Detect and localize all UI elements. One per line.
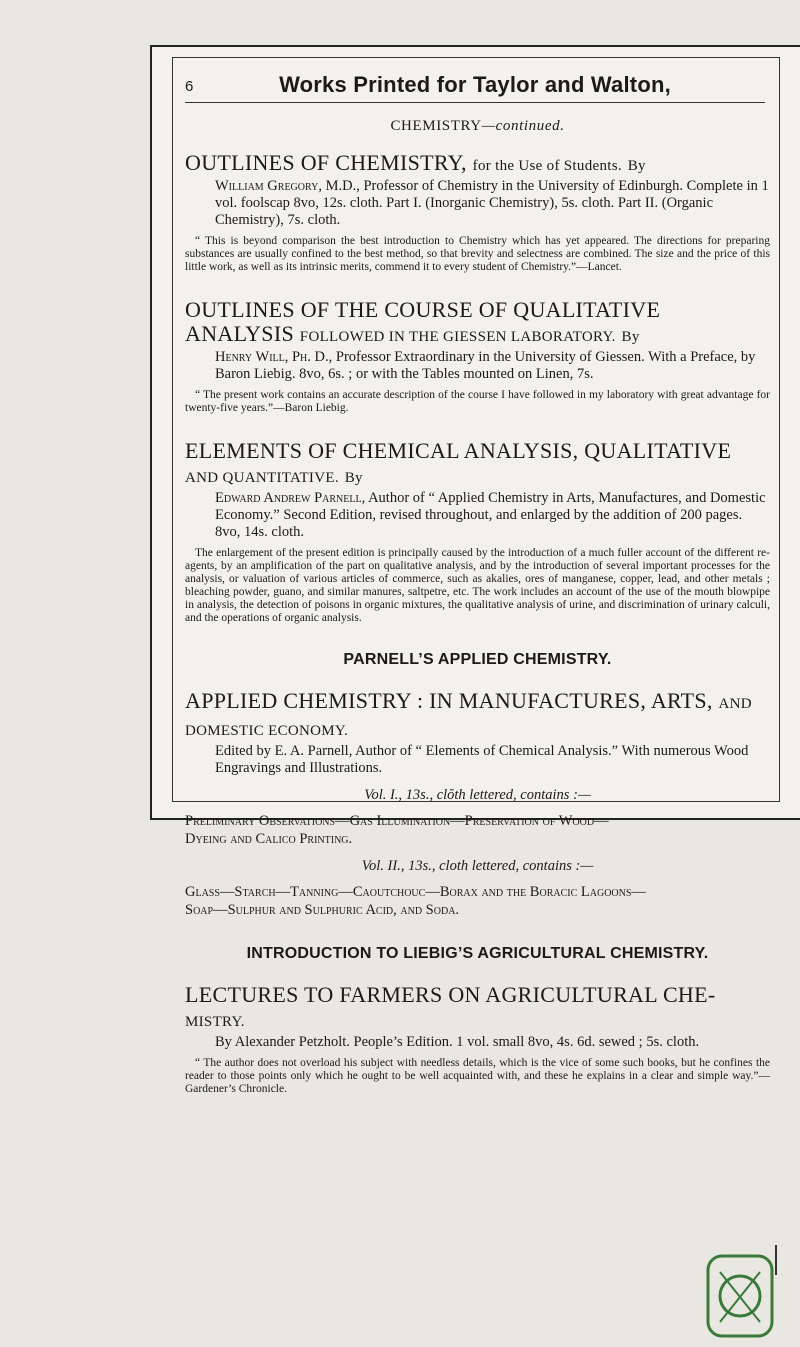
page-number: 6 bbox=[185, 78, 194, 95]
book-entry bbox=[185, 298, 770, 415]
running-head: Works Printed for Taylor and Walton, bbox=[279, 72, 671, 97]
book-title: APPLIED CHEMISTRY : IN MANUFACTURES, ARTS, AND DOMESTIC ECONOMY. bbox=[185, 688, 752, 739]
section-title bbox=[185, 118, 770, 135]
volume-label: Vol. I., 13s., clŏth lettered, contains :— bbox=[364, 787, 591, 803]
section-title-main: CHEMISTRY bbox=[390, 118, 482, 134]
book-description: Edward Andrew Parnell, Author of “ Applied Chemistry in Arts, Manufactures, and Domestic Economy.” Second Edition, revised throughout, and enlarged by the addition of 200 pages. 8vo, 14s. cloth. bbox=[215, 490, 766, 540]
volume-contents: Preliminary Observations—Gas Illumination—Preservation of Wood— Dyeing and Calico Printing. bbox=[185, 813, 609, 847]
page-edge-left bbox=[150, 45, 152, 820]
book-entry bbox=[185, 151, 770, 274]
page-edge-top bbox=[150, 45, 800, 47]
section-title-suffix: —continued. bbox=[481, 118, 565, 134]
book-review: “ This is beyond comparison the best introduction to Chemistry which has yet appeared. The directions for preparing substances are usually confined to the best method, so that brevity and selectness are combined. The size and the price of this little work, as well as its intrinsic merits, commend it to every student of Chemistry.”—Lancet. bbox=[185, 235, 770, 273]
book-description: By Alexander Petzholt. People’s Edition. 1 vol. small 8vo, 4s. 6d. sewed ; 5s. cloth. bbox=[215, 1034, 700, 1050]
book-review: The enlargement of the present edition is principally caused by the introduction of a much fuller account of the different re-agents, by an amplification of the part on qualitative analysis, and by the introduction of several important processes for the analysis, or valuation of various articles of commerce, such as akalies, ores of manganese, copper, lead, and other metals ; bleaching powder, guano, and similar manures, saltpetre, etc. The work includes an account of the use of the mouth blowpipe in analysis, the detection of poisons in organic mixtures, the qualitative analysis of urine, and discrimination of urinary calculi, and the operations of organic analysis. bbox=[185, 547, 770, 624]
book-entry bbox=[185, 983, 770, 1096]
book-description: William Gregory, M.D., Professor of Chemistry in the University of Edinburgh. Complete in 1 vol. foolscap 8vo, 12s. cloth. Part I. (Inorganic Chemistry), 5s. cloth. Part II. (Organic Chemistry), 7s. cloth. bbox=[215, 178, 769, 228]
book-entry bbox=[185, 689, 770, 777]
header-rule bbox=[185, 102, 765, 103]
parnell-heading: PARNELL’S APPLIED CHEMISTRY. bbox=[343, 651, 612, 668]
book-description: Edited by E. A. Parnell, Author of “ Elements of Chemical Analysis.” With numerous Wood Engravings and Illustrations. bbox=[215, 743, 749, 776]
book-author: Henry Will, Ph. D., bbox=[215, 349, 333, 365]
volume-contents: Glass—Starch—Tanning—Caoutchouc—Borax and the Boracic Lagoons— Soap—Sulphur and Sulphuric Acid, and Soda. bbox=[185, 884, 646, 918]
book-review: “ The author does not overload his subject with needless details, which is the vice of some such books, but he confines the reader to those points only which he ought to be well acquainted with, and these he explains in a clear and simple way.”—Gardener’s Chronicle. bbox=[185, 1057, 770, 1095]
liebig-heading: INTRODUCTION TO LIEBIG’S AGRICULTURAL CHEMISTRY. bbox=[246, 945, 709, 962]
book-description: Henry Will, Ph. D., Professor Extraordinary in the University of Giessen. With a Preface, by Baron Liebig. 8vo, 6s. ; or with the Tables mounted on Linen, 7s. bbox=[215, 349, 756, 382]
book-title: OUTLINES OF THE COURSE OF QUALITATIVE ANALYSIS FOLLOWED IN THE GIESSEN LABORATORY. By bbox=[185, 297, 661, 346]
book-author: Edward Andrew Parnell, bbox=[215, 490, 366, 506]
book-review: “ The present work contains an accurate description of the course I have followed in my laboratory with great advantage for twenty-five years.”—Baron Liebig. bbox=[185, 389, 770, 414]
book-entry bbox=[185, 439, 770, 625]
library-stamp-icon bbox=[700, 1242, 780, 1342]
page-content bbox=[185, 118, 770, 1120]
book-author: William Gregory, M.D., bbox=[215, 178, 360, 194]
book-title: OUTLINES OF CHEMISTRY, for the Use of Students. By bbox=[185, 150, 646, 175]
volume-label: Vol. II., 13s., cloth lettered, contains :— bbox=[361, 858, 594, 874]
book-title: LECTURES TO FARMERS ON AGRICULTURAL CHE- MISTRY. bbox=[185, 982, 716, 1030]
book-title: ELEMENTS OF CHEMICAL ANALYSIS, QUALITATIVE AND QUANTITATIVE. By bbox=[185, 438, 732, 486]
